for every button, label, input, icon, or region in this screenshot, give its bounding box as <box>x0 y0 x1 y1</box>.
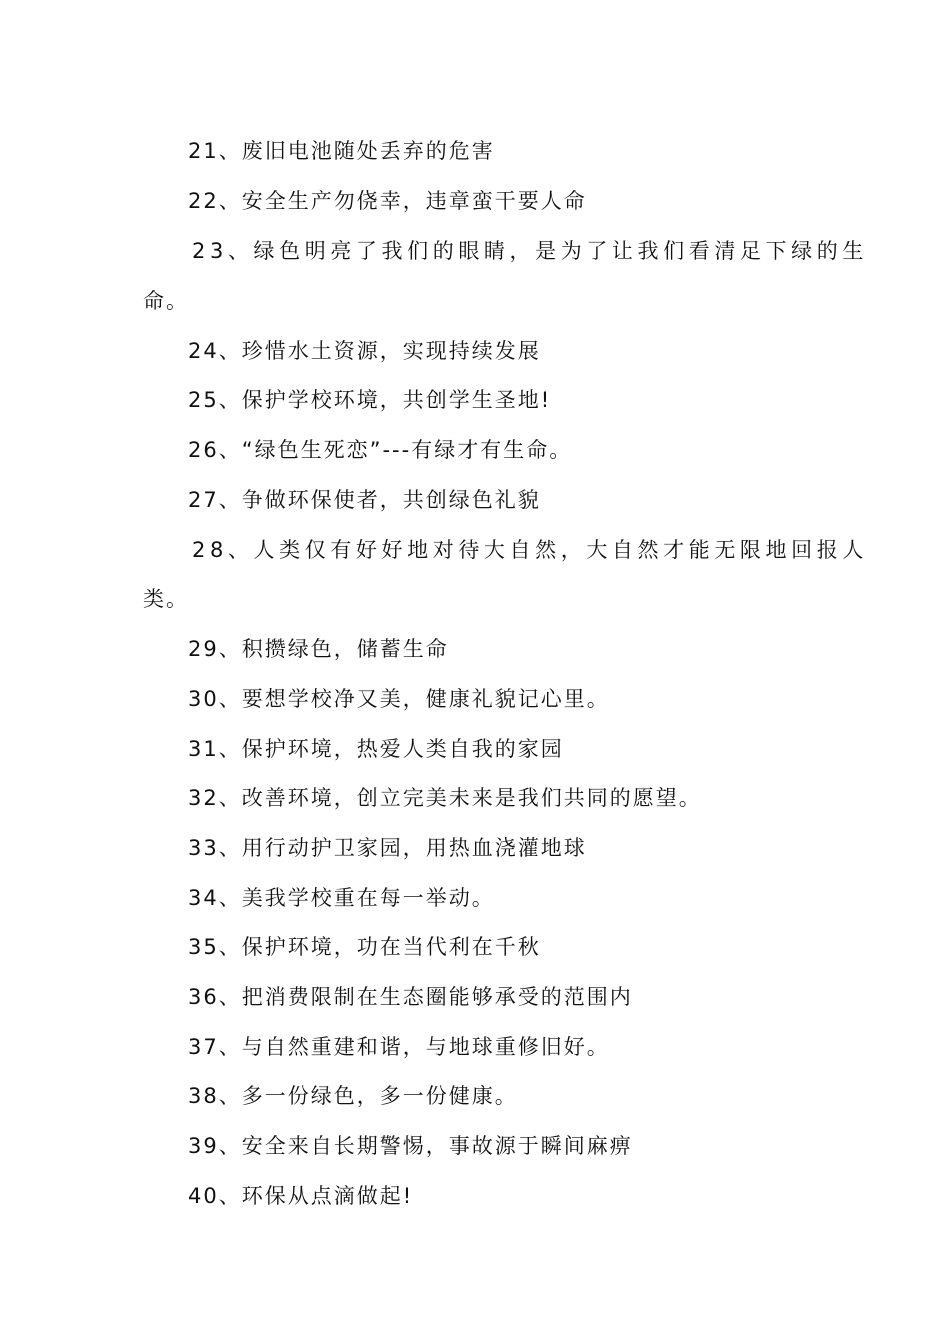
list-item: 37、与自然重建和谐，与地球重修旧好。 <box>188 1035 610 1059</box>
list-item-continuation: 命。 <box>143 289 189 313</box>
list-item: 31、保护环境，热爱人类自我的家园 <box>188 737 564 761</box>
list-item: 40、环保从点滴做起! <box>188 1184 414 1208</box>
list-item-continuation: 类。 <box>143 587 189 611</box>
list-item: 35、保护环境，功在当代利在千秋 <box>188 935 541 959</box>
list-item: 33、用行动护卫家园，用热血浇灌地球 <box>188 836 587 860</box>
list-item: 36、把消费限制在生态圈能够承受的范围内 <box>188 985 633 1009</box>
list-item: 24、珍惜水土资源，实现持续发展 <box>188 339 541 363</box>
list-item: 30、要想学校净又美，健康礼貌记心里。 <box>188 687 610 711</box>
list-item: 25、保护学校环境，共创学生圣地! <box>188 388 552 412</box>
list-item: 38、多一份绿色，多一份健康。 <box>188 1084 518 1108</box>
list-item: 23、绿色明亮了我们的眼睛，是为了让我们看清足下绿的生 <box>192 239 868 263</box>
list-item: 22、安全生产勿侥幸，违章蛮干要人命 <box>188 189 587 213</box>
list-item: 29、积攒绿色，储蓄生命 <box>188 637 449 661</box>
list-item: 27、争做环保使者，共创绿色礼貌 <box>188 488 541 512</box>
list-item: 26、“绿色生死恋”---有绿才有生命。 <box>188 438 573 462</box>
list-item: 28、人类仅有好好地对待大自然，大自然才能无限地回报人 <box>192 538 868 562</box>
list-item: 34、美我学校重在每一举动。 <box>188 886 495 910</box>
list-item: 39、安全来自长期警惕，事故源于瞬间麻痹 <box>188 1134 633 1158</box>
list-item: 32、改善环境，创立完美未来是我们共同的愿望。 <box>188 786 702 810</box>
list-item: 21、废旧电池随处丢弃的危害 <box>188 139 495 163</box>
